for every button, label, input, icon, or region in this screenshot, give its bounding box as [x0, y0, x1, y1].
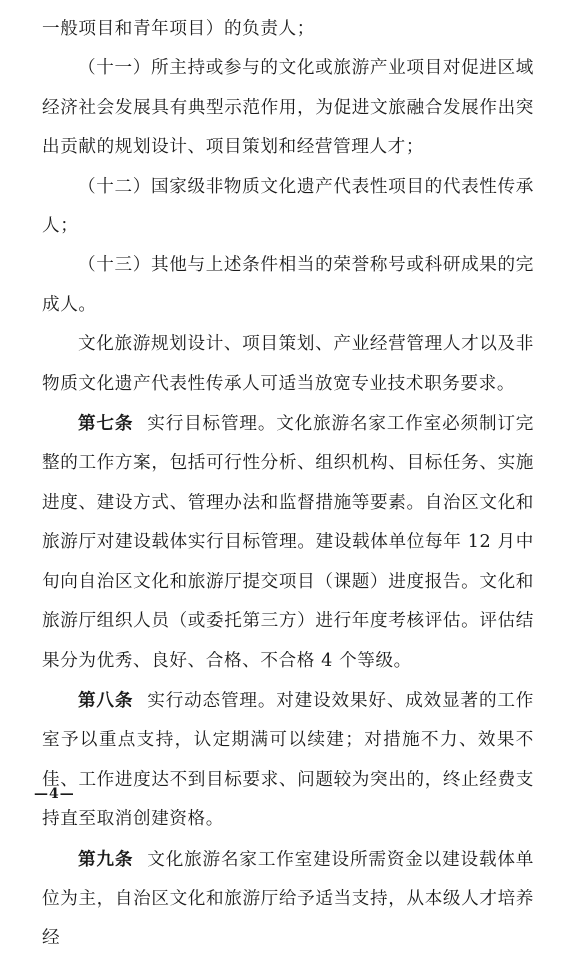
paragraph-text: 文化旅游名家工作室建设所需资金以建设载体单位为主，自治区文化和旅游厅给予适当支持，从本级人才培养经	[42, 849, 534, 949]
paragraph-item-12	[42, 168, 534, 247]
paragraph-text: （十一）所主持或参与的文化或旅游产业项目对促进区域经济社会发展具有典型示范作用，为促进文旅融合发展作出突出贡献的规划设计、项目策划和经营管理人才；	[42, 58, 534, 158]
article-heading: 第七条	[78, 413, 134, 435]
paragraph-text: 实行动态管理。对建设效果好、成效显著的工作室予以重点支持，认定期满可以续建；对措施不力、效果不佳、工作进度达不到目标要求、问题较为突出的，终止经费支持直至取消创建资格。	[42, 690, 534, 830]
paragraph-note	[42, 325, 534, 404]
paragraph-text: 实行目标管理。文化旅游名家工作室必须制订完整的工作方案，包括可行性分析、组织机构、目标任务、实施进度、建设方式、管理办法和监督措施等要素。自治区文化和旅游厅对建设载体实行目标管理。建设载体单位每年 12 月中旬向自治区文化和旅游厅提交项目（课题）进度报告。文化和旅游厅组织人员（或委托第三方）进行年度考核评估。评估结果分为优秀、良好、合格、不合格 4 个等级。	[42, 414, 534, 671]
article-heading: 第八条	[78, 689, 134, 711]
paragraph-item-11	[42, 49, 534, 167]
paragraph-text: （十三）其他与上述条件相当的荣誉称号或科研成果的完成人。	[42, 255, 534, 315]
article-7	[42, 404, 534, 681]
paragraph-item-13	[42, 246, 534, 325]
article-8	[42, 681, 534, 840]
article-heading: 第九条	[78, 848, 134, 870]
paragraph-continuation	[42, 10, 534, 49]
paragraph-text: 文化旅游规划设计、项目策划、产业经营管理人才以及非物质文化遗产代表性传承人可适当放宽专业技术职务要求。	[42, 334, 534, 394]
article-9	[42, 840, 534, 959]
page-number: —4—	[34, 786, 75, 802]
paragraph-text: 一般项目和青年项目）的负责人；	[42, 19, 315, 39]
paragraph-text: （十二）国家级非物质文化遗产代表性项目的代表性传承人；	[42, 176, 534, 237]
